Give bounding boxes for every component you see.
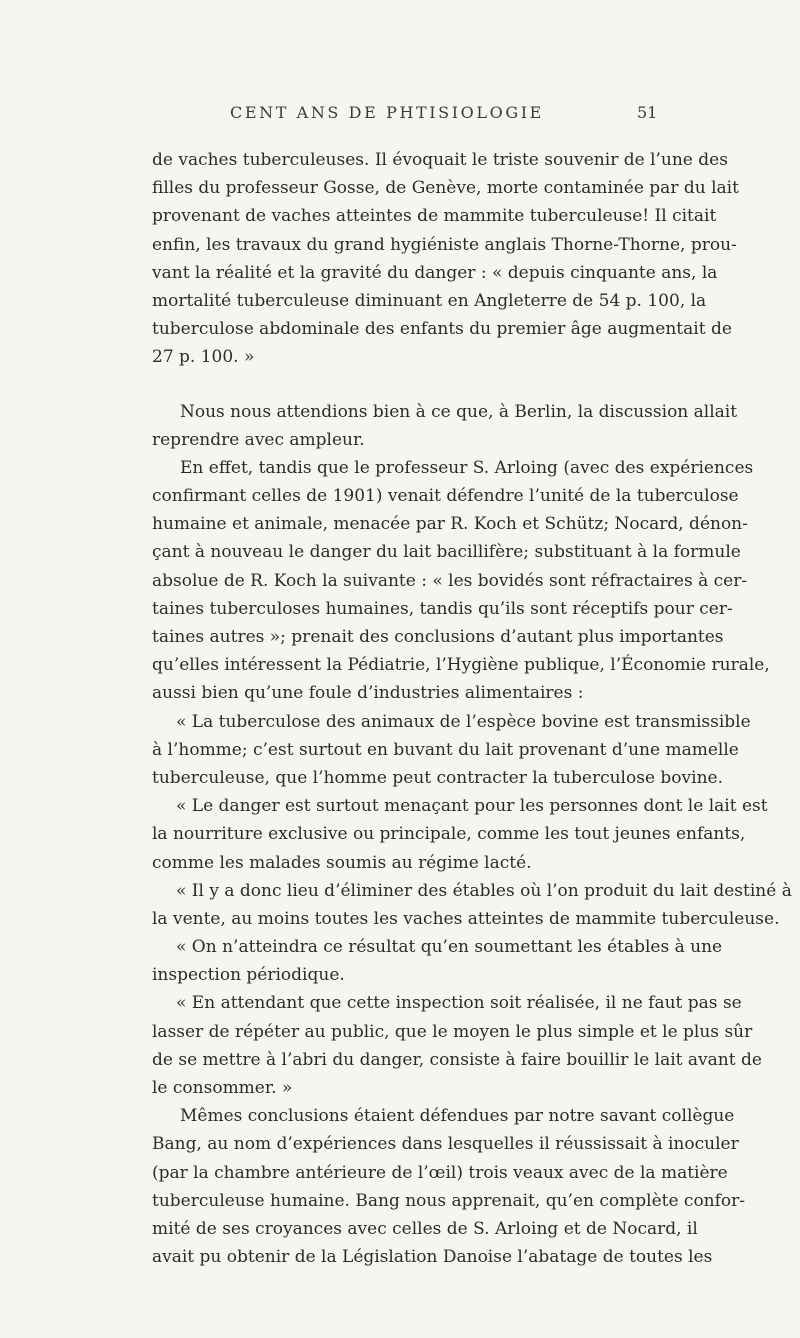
text-line: taines tuberculoses humaines, tandis qu’ils sont réceptifs pour cer- — [152, 598, 733, 619]
text-line: humaine et animale, menacée par R. Koch et Schütz; Nocard, dénon- — [152, 514, 748, 535]
text-line: Bang, au nom d’expériences dans lesquelles il réussissait à inoculer — [152, 1134, 739, 1155]
text-line: filles du professeur Gosse, de Genève, morte contaminée par du lait — [152, 178, 739, 199]
text-line: tuberculose abdominale des enfants du premier âge augmentait de — [152, 319, 732, 340]
text-line: tuberculeuse, que l’homme peut contracter la tuberculose bovine. — [152, 767, 723, 788]
body-text — [152, 146, 792, 1271]
page-header — [0, 103, 800, 127]
text-line: Nous nous attendions bien à ce que, à Berlin, la discussion allait — [180, 401, 738, 422]
page-number: 51 — [637, 103, 658, 122]
text-line: « En attendant que cette inspection soit réalisée, il ne faut pas se — [176, 993, 742, 1014]
text-line: tuberculeuse humaine. Bang nous apprenait, qu’en complète confor- — [152, 1190, 746, 1211]
text-line: la nourriture exclusive ou principale, comme les tout jeunes enfants, — [152, 824, 746, 845]
text-line: inspection périodique. — [152, 965, 345, 986]
text-line: Mêmes conclusions étaient défendues par notre savant collègue — [180, 1106, 735, 1127]
text-line: En effet, tandis que le professeur S. Arloing (avec des expériences — [180, 457, 754, 478]
paragraph-gap — [152, 372, 650, 398]
text-line: provenant de vaches atteintes de mammite tuberculeuse! Il citait — [152, 206, 717, 227]
text-line: « Il y a donc lieu d’éliminer des étables où l’on produit du lait destiné à — [176, 880, 792, 901]
text-line: (par la chambre antérieure de l’œil) trois veaux avec de la matière — [152, 1162, 728, 1183]
text-line: comme les malades soumis au régime lacté. — [152, 852, 532, 873]
text-line: avait pu obtenir de la Législation Danoise l’abatage de toutes les — [152, 1247, 713, 1268]
text-line: « On n’atteindra ce résultat qu’en soumettant les étables à une — [176, 937, 723, 958]
text-line: de vaches tuberculeuses. Il évoquait le triste souvenir de l’une des — [152, 150, 728, 170]
text-line: le consommer. » — [152, 1078, 293, 1098]
text-line: reprendre avec ampleur. — [152, 429, 365, 450]
text-line: lasser de répéter au public, que le moyen le plus simple et le plus sûr — [152, 1021, 753, 1042]
running-title: CENT ANS DE PHTISIOLOGIE — [230, 103, 544, 122]
text-line: çant à nouveau le danger du lait bacillifère; substituant à la formule — [152, 542, 741, 563]
text-line: confirmant celles de 1901) venait défendre l’unité de la tuberculose — [152, 486, 739, 507]
text-line: enfin, les travaux du grand hygiéniste anglais Thorne-Thorne, prou- — [152, 234, 737, 255]
text-line: « Le danger est surtout menaçant pour les personnes dont le lait est — [176, 796, 768, 817]
text-line: vant la réalité et la gravité du danger : « depuis cinquante ans, la — [152, 262, 718, 283]
text-line: de se mettre à l’abri du danger, consiste à faire bouillir le lait avant de — [152, 1049, 762, 1070]
text-line: à l’homme; c’est surtout en buvant du lait provenant d’une mamelle — [152, 739, 739, 760]
text-line: mité de ses croyances avec celles de S. Arloing et de Nocard, il — [152, 1218, 698, 1239]
text-line: « La tuberculose des animaux de l’espèce bovine est transmissible — [176, 711, 751, 732]
text-line: 27 p. 100. » — [152, 347, 255, 368]
text-line: la vente, au moins toutes les vaches atteintes de mammite tuberculeuse. — [152, 908, 780, 929]
text-line: qu’elles intéressent la Pédiatrie, l’Hygiène publique, l’Économie rurale, — [152, 655, 770, 676]
text-line: taines autres »; prenait des conclusions d’autant plus importantes — [152, 627, 724, 647]
text-line: mortalité tuberculeuse diminuant en Angleterre de 54 p. 100, la — [152, 290, 707, 311]
text-line: aussi bien qu’une foule d’industries alimentaires : — [152, 683, 584, 704]
text-line: absolue de R. Koch la suivante : « les bovidés sont réfractaires à cer- — [152, 570, 748, 591]
